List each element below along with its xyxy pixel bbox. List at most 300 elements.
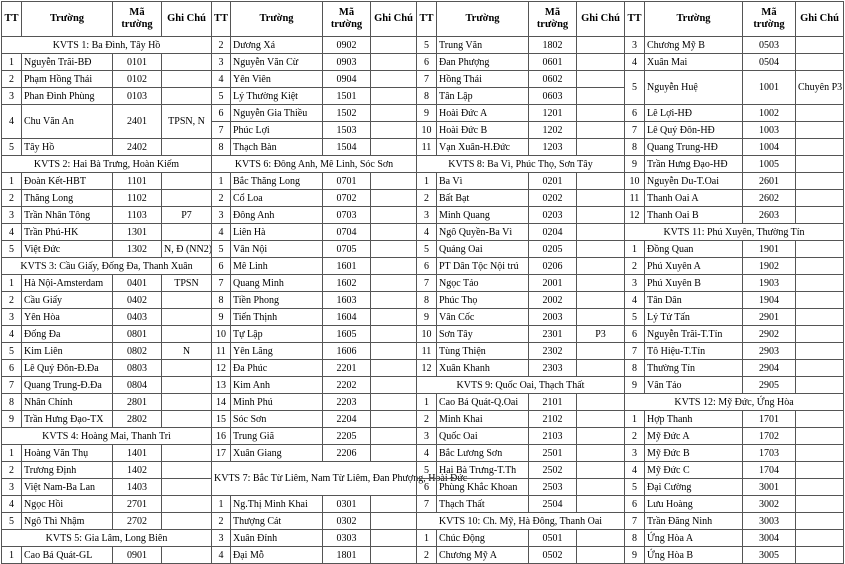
cell-tt: 17 — [212, 445, 231, 462]
header-row — [212, 2, 417, 37]
cell-ghi-chu — [371, 343, 417, 360]
cell-ghi-chu — [796, 530, 844, 547]
cell-truong: Trung Giã — [231, 428, 323, 445]
cell-truong: Ứng Hòa A — [645, 530, 743, 547]
cell-truong: Lưu Hoàng — [645, 496, 743, 513]
cell-ma-truong: 0804 — [113, 377, 162, 394]
cell-ghi-chu — [371, 173, 417, 190]
header-ghi-chu: Ghi Chú — [162, 2, 212, 37]
section-title-row — [417, 513, 625, 530]
cell-ghi-chu — [577, 122, 625, 139]
cell-ghi-chu — [371, 122, 417, 139]
cell-tt: 9 — [625, 547, 645, 564]
cell-truong: Nguyễn Du-T.Oai — [645, 173, 743, 190]
cell-tt: 5 — [625, 479, 645, 496]
cell-tt: 2 — [417, 547, 437, 564]
cell-ma-truong: 0302 — [323, 513, 371, 530]
cell-ghi-chu — [796, 105, 844, 122]
cell-tt: 4 — [212, 224, 231, 241]
cell-ghi-chu — [577, 190, 625, 207]
cell-ma-truong: 0904 — [323, 71, 371, 88]
cell-ma-truong: 1101 — [113, 173, 162, 190]
cell-truong: Nguyễn Gia Thiều — [231, 105, 323, 122]
cell-ma-truong: 0803 — [113, 360, 162, 377]
cell-ghi-chu — [371, 37, 417, 54]
cell-ghi-chu — [577, 139, 625, 156]
cell-truong: Phúc Lợi — [231, 122, 323, 139]
cell-ghi-chu — [162, 139, 212, 156]
section-title: KVTS 1: Ba Đình, Tây Hồ — [2, 37, 212, 54]
cell-tt: 5 — [625, 309, 645, 326]
cell-ma-truong: 2101 — [529, 394, 577, 411]
cell-ghi-chu — [371, 547, 417, 564]
cell-truong: Nhân Chính — [22, 394, 113, 411]
cell-ma-truong: 2204 — [323, 411, 371, 428]
cell-ma-truong: 2401 — [113, 105, 162, 139]
cell-tt: 3 — [2, 479, 22, 496]
table-row — [212, 71, 417, 88]
cell-ma-truong: 1601 — [323, 258, 371, 275]
cell-ma-truong: 1606 — [323, 343, 371, 360]
table-row — [212, 54, 417, 71]
cell-ghi-chu — [577, 445, 625, 462]
cell-ghi-chu — [577, 37, 625, 54]
table-row — [625, 377, 844, 394]
cell-ma-truong: 2701 — [113, 496, 162, 513]
cell-ma-truong: 0802 — [113, 343, 162, 360]
cell-ghi-chu — [162, 360, 212, 377]
cell-ghi-chu — [162, 394, 212, 411]
cell-truong: Đồng Quan — [645, 241, 743, 258]
cell-ma-truong: 0102 — [113, 71, 162, 88]
cell-truong: Nguyễn Trãi-BĐ — [22, 54, 113, 71]
cell-truong: Phúc Thọ — [437, 292, 529, 309]
cell-truong: Lý Tử Tấn — [645, 309, 743, 326]
cell-tt: 7 — [625, 343, 645, 360]
cell-truong: Minh Phú — [231, 394, 323, 411]
table-row — [2, 496, 212, 513]
cell-ma-truong: 0206 — [529, 258, 577, 275]
cell-tt: 8 — [212, 292, 231, 309]
cell-tt: 7 — [417, 71, 437, 88]
table-row — [625, 343, 844, 360]
cell-tt: 7 — [625, 513, 645, 530]
table-row — [212, 530, 417, 547]
cell-truong: Ngô Quyền-Ba Vì — [437, 224, 529, 241]
table-row — [625, 122, 844, 139]
cell-truong: Thạch Thất — [437, 496, 529, 513]
table-row — [417, 360, 625, 377]
table-row — [625, 71, 844, 105]
cell-ma-truong: 1902 — [743, 258, 796, 275]
cell-ghi-chu — [796, 326, 844, 343]
table-row — [625, 479, 844, 496]
table-row — [212, 428, 417, 445]
cell-truong: Hoàng Văn Thụ — [22, 445, 113, 462]
cell-truong: Ngọc Tảo — [437, 275, 529, 292]
table-row — [2, 547, 212, 564]
cell-tt: 2 — [417, 411, 437, 428]
cell-truong: Đoàn Kết-HBT — [22, 173, 113, 190]
cell-ghi-chu — [577, 105, 625, 122]
cell-tt: 5 — [625, 71, 645, 105]
cell-ma-truong: 1201 — [529, 105, 577, 122]
cell-ma-truong: 2903 — [743, 343, 796, 360]
cell-truong: Lê Quý Đôn-Đ.Đa — [22, 360, 113, 377]
cell-ghi-chu — [371, 428, 417, 445]
cell-ghi-chu — [796, 258, 844, 275]
cell-tt: 4 — [2, 224, 22, 241]
cell-tt: 2 — [212, 190, 231, 207]
cell-ghi-chu — [162, 88, 212, 105]
cell-ma-truong: 0201 — [529, 173, 577, 190]
cell-tt: 8 — [417, 88, 437, 105]
cell-ma-truong: 0701 — [323, 173, 371, 190]
cell-truong: Yên Lãng — [231, 343, 323, 360]
cell-ma-truong: 1005 — [743, 156, 796, 173]
cell-ghi-chu — [577, 428, 625, 445]
cell-ma-truong: 1302 — [113, 241, 162, 258]
cell-truong: Trần Hưng Đạo-TX — [22, 411, 113, 428]
cell-truong: Việt Nam-Ba Lan — [22, 479, 113, 496]
table-row — [417, 88, 625, 105]
table-row — [417, 207, 625, 224]
cell-ma-truong: 0801 — [113, 326, 162, 343]
cell-tt: 5 — [2, 343, 22, 360]
section-title-row — [2, 156, 212, 173]
cell-ma-truong: 1403 — [113, 479, 162, 496]
cell-ma-truong: 0205 — [529, 241, 577, 258]
section-title-row — [2, 37, 212, 54]
cell-ghi-chu — [162, 309, 212, 326]
table-row — [2, 54, 212, 71]
cell-tt: 5 — [2, 241, 22, 258]
cell-ghi-chu — [577, 275, 625, 292]
table-row — [2, 88, 212, 105]
cell-tt: 4 — [2, 105, 22, 139]
cell-truong: Trung Văn — [437, 37, 529, 54]
header-ma-truong: Mã trường — [113, 2, 162, 37]
cell-ghi-chu — [577, 394, 625, 411]
cell-tt: 12 — [417, 360, 437, 377]
table-row — [212, 513, 417, 530]
cell-truong: Phú Xuyên A — [645, 258, 743, 275]
cell-ma-truong: 1605 — [323, 326, 371, 343]
cell-ma-truong: 0503 — [743, 37, 796, 54]
cell-tt: 5 — [417, 37, 437, 54]
cell-ghi-chu — [577, 88, 625, 105]
cell-ghi-chu — [796, 462, 844, 479]
cell-ghi-chu — [796, 343, 844, 360]
cell-tt: 9 — [417, 105, 437, 122]
cell-ma-truong: 1004 — [743, 139, 796, 156]
table-row — [2, 292, 212, 309]
cell-ghi-chu — [577, 479, 625, 496]
cell-ma-truong: 2205 — [323, 428, 371, 445]
cell-tt: 7 — [2, 377, 22, 394]
header-tt: TT — [2, 2, 22, 37]
cell-truong: Trương Định — [22, 462, 113, 479]
table-row — [2, 411, 212, 428]
cell-truong: Hà Nội-Amsterdam — [22, 275, 113, 292]
cell-truong: Hoài Đức A — [437, 105, 529, 122]
cell-ma-truong: 0901 — [113, 547, 162, 564]
cell-ghi-chu — [162, 173, 212, 190]
header-ma-truong: Mã trường — [323, 2, 371, 37]
cell-ghi-chu — [796, 547, 844, 564]
section-title: KVTS 10: Ch. Mỹ, Hà Đông, Thanh Oai — [417, 513, 625, 530]
cell-ma-truong: 2002 — [529, 292, 577, 309]
cell-truong: Lê Lợi-HĐ — [645, 105, 743, 122]
cell-ma-truong: 1202 — [529, 122, 577, 139]
cell-tt: 11 — [417, 343, 437, 360]
cell-tt: 3 — [625, 275, 645, 292]
cell-truong: Kim Liên — [22, 343, 113, 360]
cell-ma-truong: 2802 — [113, 411, 162, 428]
cell-tt: 3 — [2, 207, 22, 224]
cell-tt: 2 — [417, 190, 437, 207]
cell-truong: Nguyễn Huệ — [645, 71, 743, 105]
table-row — [417, 411, 625, 428]
header-ma-truong: Mã trường — [743, 2, 796, 37]
cell-ma-truong: 0703 — [323, 207, 371, 224]
cell-tt: 6 — [212, 105, 231, 122]
cell-ghi-chu — [796, 496, 844, 513]
cell-ghi-chu — [371, 496, 417, 513]
cell-tt: 8 — [625, 139, 645, 156]
cell-ghi-chu — [796, 360, 844, 377]
table-row — [212, 326, 417, 343]
cell-ghi-chu — [371, 71, 417, 88]
cell-ma-truong: 1301 — [113, 224, 162, 241]
cell-tt: 4 — [625, 54, 645, 71]
cell-ghi-chu — [796, 173, 844, 190]
cell-ma-truong: 0603 — [529, 88, 577, 105]
cell-ma-truong: 1001 — [743, 71, 796, 105]
cell-tt: 4 — [417, 445, 437, 462]
table-row — [625, 445, 844, 462]
cell-truong: Tân Dân — [645, 292, 743, 309]
table-row — [625, 513, 844, 530]
cell-ghi-chu — [577, 309, 625, 326]
cell-truong: Lê Quý Đôn-HĐ — [645, 122, 743, 139]
section-title: KVTS 3: Cầu Giấy, Đống Đa, Thanh Xuân — [2, 258, 212, 275]
cell-truong: Sóc Sơn — [231, 411, 323, 428]
table-row — [625, 37, 844, 54]
table-row — [212, 309, 417, 326]
table-row — [212, 411, 417, 428]
cell-ghi-chu — [577, 207, 625, 224]
cell-ghi-chu — [577, 54, 625, 71]
cell-ghi-chu — [796, 207, 844, 224]
table-row — [212, 394, 417, 411]
cell-truong: Cầu Giấy — [22, 292, 113, 309]
cell-tt: 3 — [625, 445, 645, 462]
table-row — [212, 377, 417, 394]
cell-truong: Quang Trung-HĐ — [645, 139, 743, 156]
cell-truong: Thượng Cát — [231, 513, 323, 530]
table-row — [212, 224, 417, 241]
table-row — [625, 258, 844, 275]
cell-ghi-chu — [577, 530, 625, 547]
cell-tt: 6 — [417, 258, 437, 275]
cell-ghi-chu — [162, 445, 212, 462]
cell-ma-truong: 2503 — [529, 479, 577, 496]
cell-ghi-chu — [162, 411, 212, 428]
cell-tt: 4 — [212, 71, 231, 88]
cell-ghi-chu — [162, 190, 212, 207]
cell-ghi-chu — [371, 275, 417, 292]
cell-ghi-chu — [162, 462, 212, 479]
table-row — [2, 224, 212, 241]
cell-ma-truong: 2901 — [743, 309, 796, 326]
table-row — [417, 428, 625, 445]
cell-tt: 2 — [2, 71, 22, 88]
cell-truong: Bắc Thăng Long — [231, 173, 323, 190]
table-row — [417, 37, 625, 54]
cell-ghi-chu — [162, 224, 212, 241]
cell-ghi-chu — [162, 326, 212, 343]
section-title-row — [212, 156, 417, 173]
cell-ghi-chu — [371, 411, 417, 428]
cell-ma-truong: 1501 — [323, 88, 371, 105]
table-row — [625, 462, 844, 479]
cell-truong: Tiến Thịnh — [231, 309, 323, 326]
table-row — [212, 173, 417, 190]
section-title: KVTS 12: Mỹ Đức, Ứng Hòa — [625, 394, 844, 411]
table-row — [417, 462, 625, 479]
header-row — [2, 2, 212, 37]
section-title: KVTS 2: Hai Bà Trưng, Hoàn Kiếm — [2, 156, 212, 173]
cell-tt: 16 — [212, 428, 231, 445]
table-row — [417, 190, 625, 207]
cell-ghi-chu — [162, 54, 212, 71]
table-row — [212, 207, 417, 224]
cell-tt: 7 — [212, 275, 231, 292]
cell-ma-truong: 2303 — [529, 360, 577, 377]
cell-truong: Dương Xá — [231, 37, 323, 54]
cell-truong: Vân Tảo — [645, 377, 743, 394]
cell-tt: 11 — [417, 139, 437, 156]
cell-ghi-chu — [371, 224, 417, 241]
cell-ghi-chu — [162, 377, 212, 394]
cell-ma-truong: 2102 — [529, 411, 577, 428]
section-title: KVTS 11: Phú Xuyên, Thường Tín — [625, 224, 844, 241]
table-row — [2, 360, 212, 377]
table-row — [212, 343, 417, 360]
cell-ghi-chu — [371, 394, 417, 411]
table-row — [417, 326, 625, 343]
table-column-3 — [416, 1, 625, 564]
cell-ma-truong: 2702 — [113, 513, 162, 530]
cell-ghi-chu — [577, 241, 625, 258]
cell-tt: 3 — [212, 54, 231, 71]
cell-truong: Phạm Hồng Thái — [22, 71, 113, 88]
cell-ghi-chu — [162, 71, 212, 88]
cell-truong: Trần Nhân Tông — [22, 207, 113, 224]
table-row — [625, 547, 844, 564]
cell-ghi-chu — [371, 377, 417, 394]
header-row — [417, 2, 625, 37]
cell-ghi-chu — [796, 479, 844, 496]
cell-tt: 5 — [417, 241, 437, 258]
cell-truong: Cao Bá Quát-GL — [22, 547, 113, 564]
cell-ma-truong: 0203 — [529, 207, 577, 224]
cell-ghi-chu — [577, 496, 625, 513]
cell-tt: 5 — [417, 462, 437, 479]
cell-truong: Xuân Đỉnh — [231, 530, 323, 547]
cell-ghi-chu — [371, 445, 417, 462]
table-row — [2, 275, 212, 292]
cell-truong: Đông Anh — [231, 207, 323, 224]
cell-truong: Thạch Bàn — [231, 139, 323, 156]
cell-truong: Tây Hồ — [22, 139, 113, 156]
cell-ma-truong: 0504 — [743, 54, 796, 71]
cell-tt: 3 — [417, 207, 437, 224]
table-row — [2, 241, 212, 258]
cell-ma-truong: 2302 — [529, 343, 577, 360]
cell-tt: 10 — [417, 326, 437, 343]
cell-ghi-chu: TPSN, N — [162, 105, 212, 139]
cell-tt: 6 — [417, 479, 437, 496]
cell-ghi-chu — [796, 156, 844, 173]
section-title-row — [2, 258, 212, 275]
header-tt: TT — [417, 2, 437, 37]
cell-tt: 5 — [2, 139, 22, 156]
cell-ma-truong: 2602 — [743, 190, 796, 207]
table-row — [417, 224, 625, 241]
cell-truong: Chúc Động — [437, 530, 529, 547]
cell-ma-truong: 0401 — [113, 275, 162, 292]
cell-truong: Quang Minh — [231, 275, 323, 292]
cell-tt: 3 — [2, 309, 22, 326]
cell-ghi-chu — [371, 360, 417, 377]
cell-truong: Tân Lập — [437, 88, 529, 105]
cell-ma-truong: 0501 — [529, 530, 577, 547]
table-row — [625, 139, 844, 156]
table-row — [212, 360, 417, 377]
table-row — [625, 190, 844, 207]
cell-tt: 10 — [417, 122, 437, 139]
header-ghi-chu: Ghi Chú — [577, 2, 625, 37]
cell-tt: 8 — [212, 139, 231, 156]
header-ghi-chu: Ghi Chú — [371, 2, 417, 37]
section-title-row — [417, 156, 625, 173]
table-row — [625, 173, 844, 190]
cell-ghi-chu — [162, 547, 212, 564]
table-row — [625, 530, 844, 547]
cell-tt: 1 — [2, 547, 22, 564]
table-row — [212, 190, 417, 207]
cell-tt: 9 — [625, 377, 645, 394]
cell-tt: 1 — [417, 530, 437, 547]
cell-truong: Trần Hưng Đạo-HĐ — [645, 156, 743, 173]
cell-ma-truong: 0403 — [113, 309, 162, 326]
cell-ma-truong: 2904 — [743, 360, 796, 377]
cell-ma-truong: 1002 — [743, 105, 796, 122]
cell-ma-truong: 1702 — [743, 428, 796, 445]
cell-ma-truong: 0101 — [113, 54, 162, 71]
cell-truong: Quảng Oai — [437, 241, 529, 258]
cell-ghi-chu — [371, 241, 417, 258]
cell-truong: Cổ Loa — [231, 190, 323, 207]
table-row — [625, 326, 844, 343]
cell-truong: Vân Cốc — [437, 309, 529, 326]
cell-tt: 7 — [625, 122, 645, 139]
table-row — [625, 241, 844, 258]
cell-ghi-chu — [796, 377, 844, 394]
table-row — [625, 411, 844, 428]
